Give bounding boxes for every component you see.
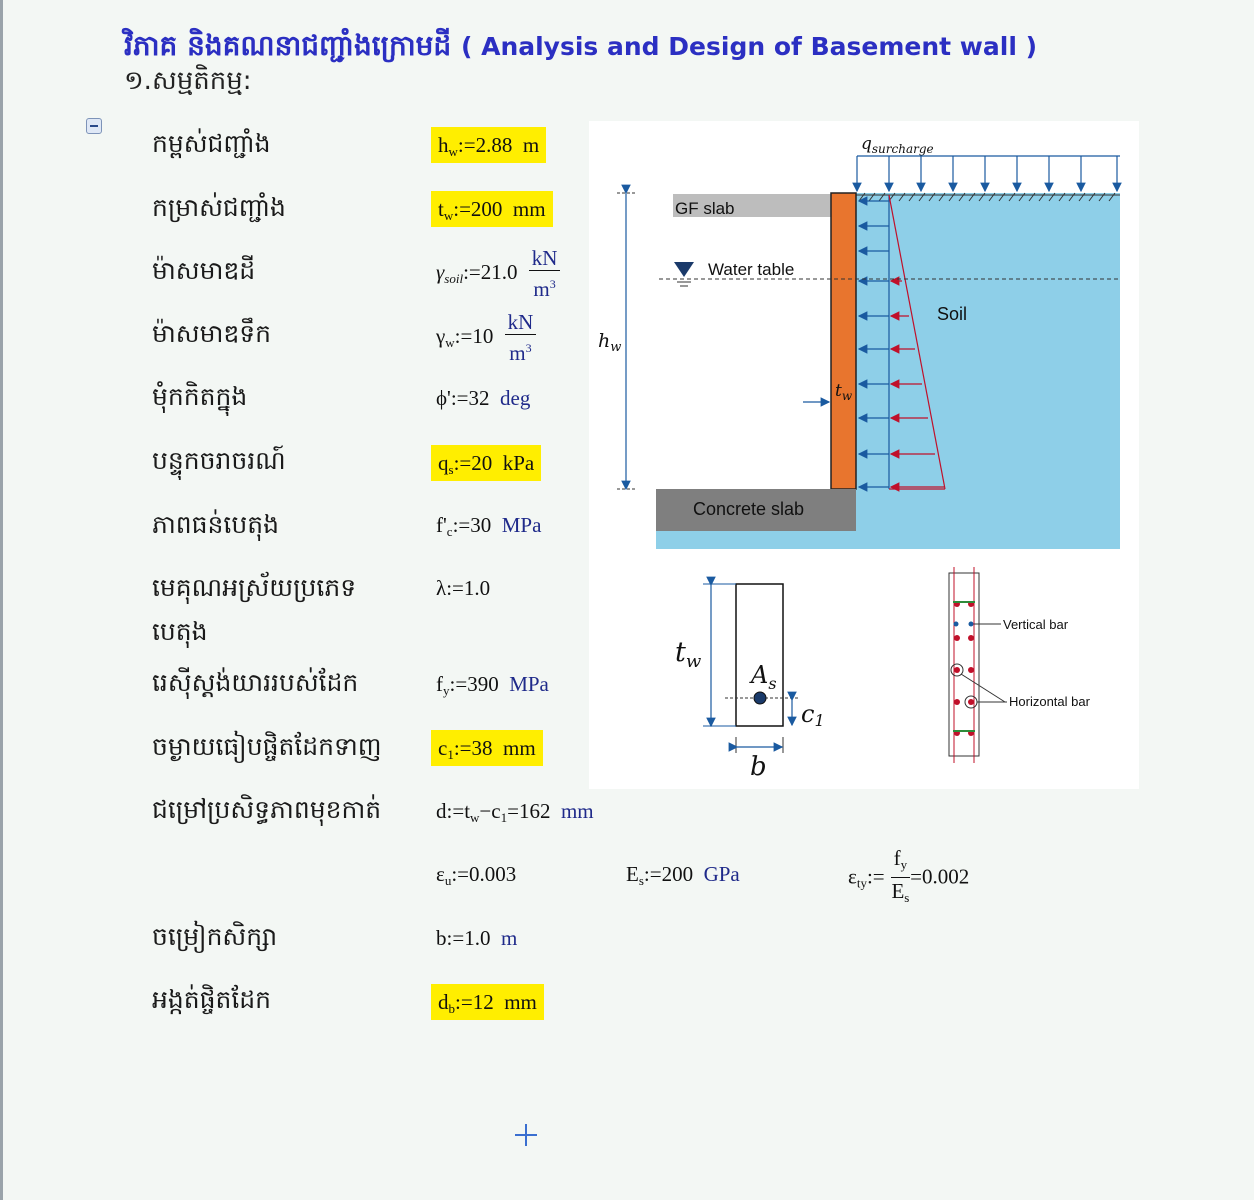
- label-steel-yield: រេស៊ីស្តង់យាររបស់ដែក: [152, 668, 359, 697]
- label-concrete-strength: ភាពធន់បេតុង: [152, 510, 279, 539]
- basement-wall: [831, 193, 856, 489]
- title-english: ( Analysis and Design of Basement wall ): [460, 32, 1038, 61]
- page-title: [124, 28, 1037, 69]
- water-table-icon: [674, 262, 694, 277]
- expr-db[interactable]: $d_b:=12$ mm: [431, 988, 544, 1023]
- collapse-region-icon[interactable]: [86, 118, 102, 134]
- soil-under-slab: [656, 531, 1120, 549]
- label-surcharge: បន្ទុកចរាចរណ៍: [152, 446, 286, 475]
- label-lambda-line1: មេគុណអស្រ័យប្រភេទ: [152, 573, 357, 602]
- water-table-label: Water table: [708, 260, 795, 279]
- expr-es[interactable]: $E_s:=200$ GPa: [626, 862, 740, 888]
- expr-d[interactable]: $d:=t_w-c_1=162$ mm: [436, 799, 594, 825]
- section-as-label: $A_s$: [751, 661, 777, 693]
- label-friction-angle: មុំកកិតក្នុង: [152, 382, 248, 411]
- expr-b[interactable]: b:=1.0 m: [436, 926, 518, 950]
- expr-qs[interactable]: $q_s:=20$ kPa: [431, 449, 541, 484]
- soil-region: [856, 193, 1120, 549]
- title-khmer: វិភាគ និងគណនាជញ្ជាំងក្រោមដី: [124, 29, 452, 62]
- soil-label: Soil: [937, 304, 968, 324]
- expr-c1[interactable]: $c_1:=38$ mm: [431, 734, 543, 769]
- rebar-as: [754, 692, 766, 704]
- insert-region-plus-icon[interactable]: [515, 1124, 537, 1146]
- label-water-unit-weight: ម៉ាសមាឌទឹក: [152, 319, 272, 348]
- expr-lambda[interactable]: λ:=1.0: [436, 576, 491, 600]
- expr-tw[interactable]: $t_w:=200$ mm: [431, 195, 553, 230]
- figure-svg: [589, 121, 1139, 789]
- label-cover: ចម្ងាយធៀបផ្ចិតដែកទាញ: [152, 732, 382, 761]
- basement-wall-figure[interactable]: [589, 121, 1139, 789]
- label-wall-thickness: កម្រាស់ជញ្ជាំង: [152, 193, 286, 222]
- expr-phi[interactable]: ϕ':=32 deg: [436, 386, 531, 410]
- section-rectangle: [736, 584, 783, 726]
- hw-label: $h_w$: [598, 330, 622, 355]
- expr-gamma-w[interactable]: $\gamma_w:=10$ $\frac{kN}{m^3}$: [436, 310, 536, 366]
- label-strip-width: ចម្រៀកសិក្សា: [152, 922, 278, 951]
- expr-hw[interactable]: $h_w:=2.88$ m: [431, 131, 546, 166]
- section-b-label: b: [750, 752, 767, 782]
- section-heading: ១.សម្មតិកម្ម:: [124, 66, 252, 96]
- surcharge-label: $q_{surcharge}$: [861, 134, 934, 156]
- label-lambda-line2: បេតុង: [152, 617, 208, 646]
- tw-label: $t_w$: [835, 381, 853, 403]
- label-effective-depth: ជម្រៅប្រសិទ្ធភាពមុខកាត់: [152, 795, 382, 824]
- gf-slab-label: GF slab: [675, 199, 735, 218]
- expr-eu[interactable]: $\varepsilon_u:=0.003$: [436, 862, 517, 888]
- expr-fy[interactable]: $f_y:=390$ MPa: [436, 672, 549, 698]
- label-bar-diameter: អង្កត់ផ្ចិតដែក: [152, 985, 272, 1014]
- label-wall-height: កម្ពស់ជញ្ជាំង: [152, 129, 271, 158]
- expr-fc[interactable]: $f'_c:=30$ MPa: [436, 513, 542, 539]
- vertical-bar-label: Vertical bar: [1003, 617, 1069, 632]
- section-tw-label: $t_w$: [675, 637, 702, 672]
- surcharge-arrows: [857, 156, 1117, 191]
- concrete-slab-label: Concrete slab: [693, 499, 805, 519]
- section-c1-label: c1: [801, 700, 825, 730]
- expr-ety[interactable]: $\varepsilon_{ty}:=$ $\frac{f_y}{E_s}$ =0.002: [848, 846, 970, 905]
- label-soil-unit-weight: ម៉ាសមាឌដី: [152, 256, 256, 285]
- horizontal-bar-label: Horizontal bar: [1009, 694, 1090, 709]
- expr-gamma-soil[interactable]: $\gamma_{soil}:=21.0$ $\frac{kN}{m^3}$: [436, 246, 560, 302]
